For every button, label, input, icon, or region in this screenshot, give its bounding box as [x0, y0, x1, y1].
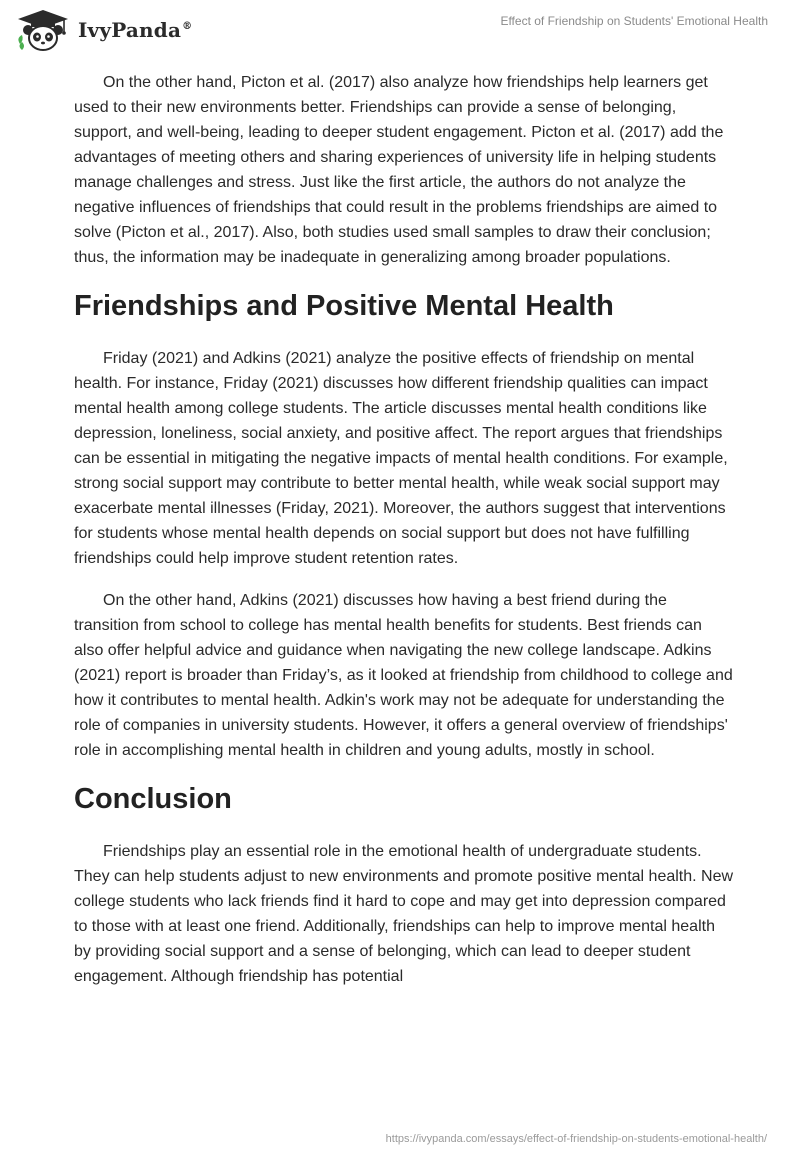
paragraph: Friday (2021) and Adkins (2021) analyze the positive effects of friendship on mental health. For instance, Friday (2021) discusses how different friendship qualities can impact mental health among college students. The article discusses mental health conditions like depression, loneliness, social anxiety, and positive affect. The report argues that friendships can be essential in mitigating the negative impacts of mental health conditions. For example, strong social support may contribute to better mental health, while weak social support may exacerbate mental illnesses (Friday, 2021). Moreover, the authors suggest that interventions for students whose mental health depends on social support but does not have fulfilling friendships could help improve student retention rates. — [74, 350, 728, 567]
logo-text: IvyPanda — [78, 18, 182, 42]
logo-wordmark — [78, 18, 192, 42]
ivypanda-logo[interactable] — [14, 8, 192, 52]
paragraph: On the other hand, Adkins (2021) discusses how having a best friend during the transition from school to college has mental health benefits for students. Best friends can also offer helpful advice and guidance when navigating the new college landscape. Adkins (2021) report is broader than Friday’s, as it looked at friendship from childhood to college and how it contributes to mental health. Adkin's work may not be adequate for understanding the role of companies in university students. However, it offers a general overview of friendships' role in accomplishing mental health in children and young adults, mostly in school. — [74, 592, 733, 759]
registered-mark: ® — [182, 21, 193, 33]
panda-graduate-icon — [14, 8, 72, 52]
document-title: Effect of Friendship on Students' Emotional Health — [500, 14, 768, 28]
paragraph: On the other hand, Picton et al. (2017) also analyze how friendships help learners get used to their new environments better. Friendships can provide a sense of belonging, support, and well-being, leading to deeper student engagement. Picton et al. (2017) add the advantages of meeting others and sharing experiences of university life in helping students manage challenges and stress. Just like the first article, the authors do not analyze the negative influences of friendships that could result in the problems friendships are aimed to solve (Picton et al., 2017). Also, both studies used small samples to draw their conclusion; thus, the information may be inadequate in generalizing among broader populations. — [74, 74, 724, 266]
section-heading: Conclusion — [74, 783, 232, 815]
page-header — [0, 0, 800, 70]
section-heading: Friendships and Positive Mental Health — [74, 290, 614, 322]
footer-url[interactable]: https://ivypanda.com/essays/effect-of-friendship-on-students-emotional-health/ — [385, 1133, 767, 1145]
essay-body — [74, 70, 734, 1006]
paragraph: Friendships play an essential role in the emotional health of undergraduate students. They can help students adjust to new environments and promote positive mental health. New college students who lack friends find it hard to cope and may get into depression compared to those with at least one friend. Additionally, friendships can help to improve mental health by providing social support and a sense of belonging, which can lead to deeper student engagement. Although friendship has potential — [74, 843, 734, 985]
